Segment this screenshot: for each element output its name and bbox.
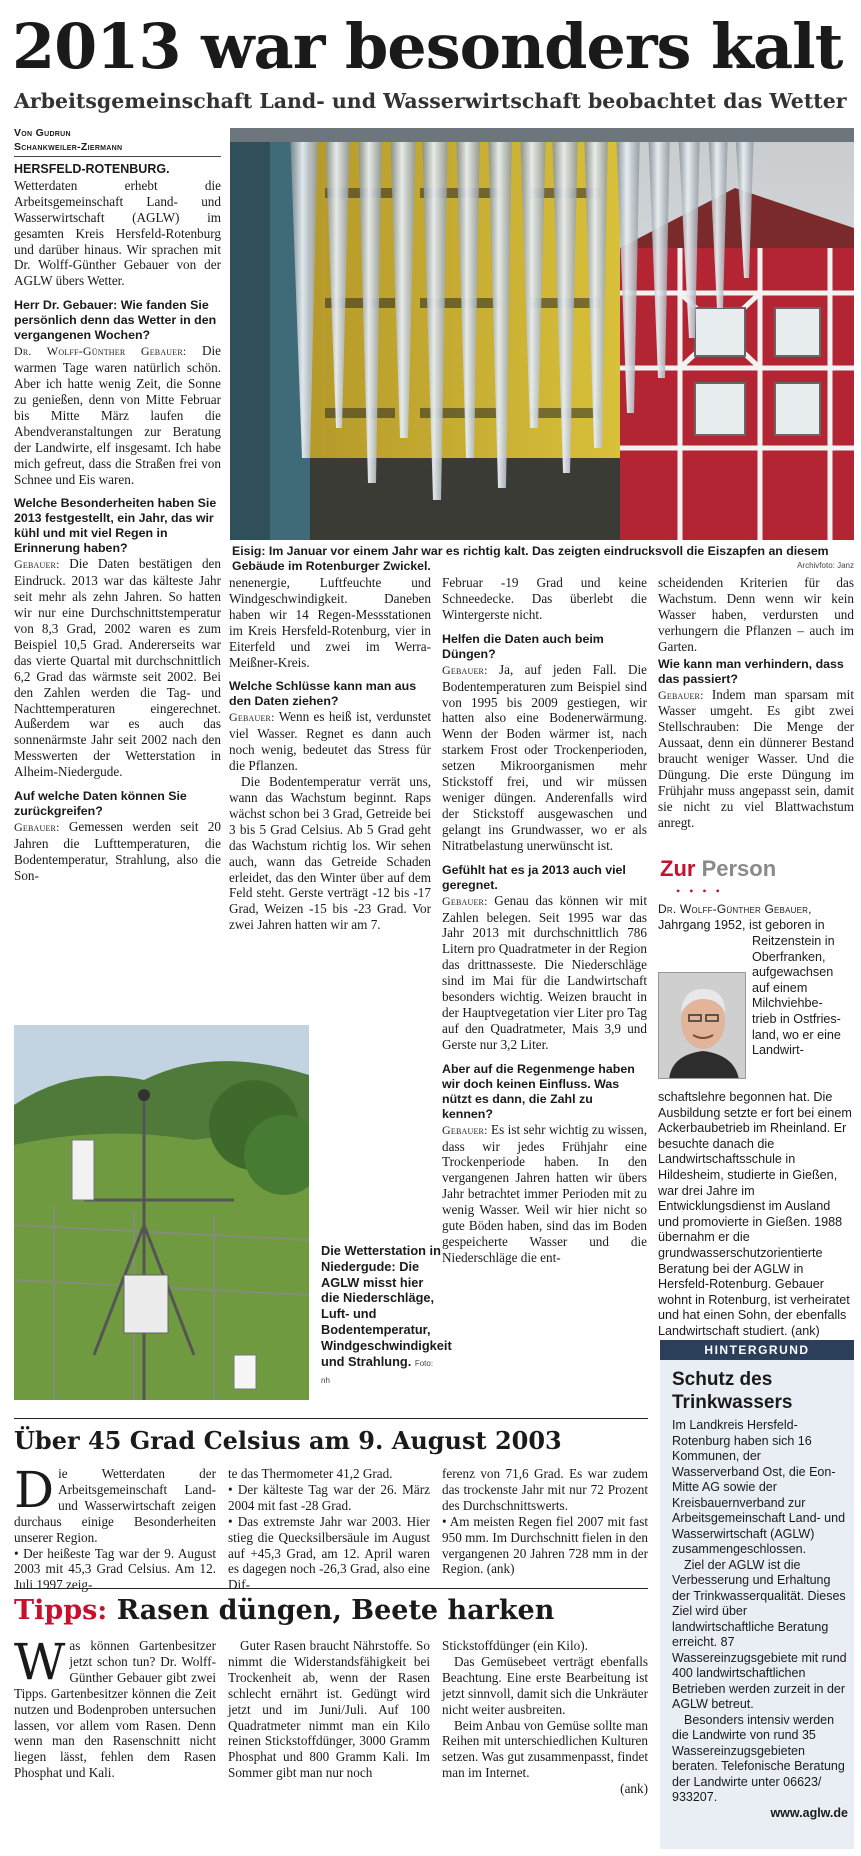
answer-3-continued: nenenergie, Luftfeuchte und Windgeschwindigkeit. Daneben haben wir 14 Regen-Messstationen im Kreis Hersfeld-Rotenburg, vier in Eiterfeld und zwei im Werra-Meißner-Kreis. <box>229 575 431 670</box>
dateline: HERSFELD-ROTENBURG. <box>14 162 170 176</box>
person-text-line: aufgewachsen <box>752 965 834 980</box>
answer-4: Wenn es heiß ist, verdunstet viel Wasser. Regnet es dann auch noch wenig, bedeutet das Stress für die Pflanzen. <box>229 709 431 774</box>
background-paragraph: Besonders intensiv werden die Landwirte von rund 35 Wassereinzugsgebieten beraten. Telefonische Beratung der Landwirte unter 06623/ 933207. <box>672 1712 845 1804</box>
speaker: Gebauer: <box>442 1122 488 1137</box>
byline <box>14 126 224 154</box>
station-caption <box>321 1243 452 1389</box>
answer-6: Genau das können wir mit Zahlen belegen. Seit 1995 war das Jahr 2013 mit durchschnittlich 786 Litern pro Quadratmeter in der Region das drittnasseste. Die Niederschläge sind im Mai für die Landwirtschaft besonders wichtig. Weizen braucht in der Hauptvegetation vier Liter pro Tag auf den Quadratmeter, Mais 3,9 und Gerste nur 3,2 Liter. <box>442 892 648 1052</box>
intro-text: Wetterdaten erhebt die Arbeitsgemeinschaft Land- und Wasserwirtschaft (AGLW) im gesamten Kreis Hersfeld-Rotenburg und darüber hinaus. Wir sprachen mit Dr. Wolff-Günther Gebauer von der AGLW übers Wetter. <box>14 177 221 289</box>
question-8: Wie kann man verhindern, dass das passiert? <box>658 656 844 686</box>
section-heading-tips <box>14 1594 648 1628</box>
answer-5: Ja, auf jeden Fall. Die Bodentemperaturen zum Beispiel sind von 1995 bis 2009 gestiegen, wir hatten also eine Bodenerwärmung. Wenn der Boden wärmer ist, nach starkem Frost oder Trockenperioden, setzen Mikroorganismen mehr Stickstoff frei, und wir müssen weniger düngen. Anderenfalls wird der Stickstoff ausgewaschen und gelangt ins Grundwasser, wo er als Nitratbelastung unerwünscht ist. <box>442 661 647 853</box>
zur-person-text-top <box>658 902 854 933</box>
person-text-line: auf einem <box>752 980 808 995</box>
person-text-line: Landwirt- <box>752 1043 804 1058</box>
section2-column-3 <box>442 1466 648 1577</box>
person-text-line: Oberfranken, <box>752 949 826 964</box>
background-box-title: Schutz des Trinkwassers <box>672 1369 793 1413</box>
subheadline: Arbeitsgemeinschaft Land- und Wasserwirtschaft beobachtet das Wetter <box>14 89 847 113</box>
speaker: Gebauer: <box>14 820 60 835</box>
person-text-top: Jahrgang 1952, ist geboren in <box>658 917 825 932</box>
answer-2: Die Daten bestätigen den Eindruck. 2013 war das kälteste Jahr seit mehr als zehn Jahren. So hatten wir nur eine Durchschnittstemperatur von 8,3 Grad, 2002 waren es zum Beispiel 10,5 Grad. Andererseits war das vierte Quartal mit durchschnittlich 6,2 Grad das wärmste seit 2002. Bei den Zahlen werden die Tag- und Nachttemperaturen eingerechnet. Außerdem war es auch das sonnenärmste Jahr seit 2002 nach den Messwerten der Wetterstation in Alheim-Niedergude. <box>14 556 221 780</box>
speaker: Gebauer: <box>229 710 275 725</box>
section3-text: as können Gartenbesitzer jetzt schon tun? Dr. Wolff-Günther Gebauer gibt zwei Tipps. Gartenbesitzer können die Zeit nutzen und Bodenproben untersuchen lassen, vor allem vom Rasen. Denn wenn man den Rasenschnitt nicht liegen lässt, fehlen dem Rasen Phosphat und Kali. <box>14 1638 216 1781</box>
person-text-line: Milchviehbe- <box>752 996 823 1011</box>
question-3: Auf welche Daten können Sie zurückgreifen? <box>14 789 187 819</box>
question-5: Helfen die Daten auch beim Düngen? <box>442 631 604 661</box>
person-text-rest: schaftslehre begonnen hat. Die Ausbildung setzte er fort bei einem Ackerbaubetrieb im Rheinland. Er besuchte danach die Landwirtschaftsschule in Hildesheim, studierte in Gießen, war drei Jahre im Entwicklungsdienst im Ausland und promovierte in Gießen. 1988 übernahm er die grundwasserschutzorientierte Beratung bei der AGLW in Hersfeld-Rotenburg. Gebauer wohnt in Rotenburg, ist verheiratet und hat einen Sohn, der ebenfalls Landwirtschaft studiert. (ank) <box>658 1090 852 1338</box>
headline: 2013 war besonders kalt <box>12 10 843 83</box>
zur-person-label-b: Person <box>701 856 777 881</box>
drop-cap: D <box>14 1461 55 1519</box>
answer-7-continued: scheidenden Kriterien für das Wachstum. Denn wenn wir kein Wasser haben, verdursten und verhungern die Pflanzen – auch im Garten. <box>658 575 854 654</box>
question-6: Gefühlt hat es ja 2013 auch viel geregnet. <box>442 862 626 892</box>
question-1: Herr Dr. Gebauer: Wie fanden Sie persönlich denn das Wetter in den vergangenen Wochen? <box>14 298 217 343</box>
section2-text: ie Wetterdaten der Arbeitsgemeinschaft Land- und Wasserwirtschaft zeigen durchaus einige Besonderheiten unserer Region. <box>14 1466 216 1545</box>
section2-bullet: • Der heißeste Tag war der 9. August 2003 mit 45,3 Grad Celsius. Am 12. Juli 1997 zeig- <box>14 1545 216 1593</box>
byline-line-1: Von Gudrun <box>14 127 71 139</box>
person-text-line: land, wo er eine <box>752 1027 841 1042</box>
answer-1: Die warmen Tage waren natürlich schön. Aber ich hatte wenig Zeit, die Sonne zu genießen, denn von Mitte Februar bis Mitte März laufen die Abendveranstaltungen zur Beratung der Landwirte, elf insgesamt. Ich habe mich gefreut, dass die Straßen frei von Schnee und Eis waren. <box>14 343 222 487</box>
section2-column-2 <box>228 1466 430 1593</box>
background-paragraph: Ziel der AGLW ist die Verbesserung und Erhaltung der Trinkwasserqualität. Dieses Ziel wird über landwirtschaftliche Beratung erreicht. 87 Wassereinzugsgebiete mit rund 400 landwirtschaftlichen Betrieben werden zurzeit in der AGLW betreut. <box>672 1557 847 1711</box>
section2-text: ferenz von 71,6 Grad. Es war zudem das trockenste Jahr mit nur 72 Prozent des Durchschnittswerts. <box>442 1466 648 1513</box>
tips-heading: Rasen düngen, Beete harken <box>116 1595 555 1626</box>
background-box-text <box>672 1418 848 1821</box>
section3-column-2 <box>228 1638 430 1781</box>
section3-author: (ank) <box>620 1781 648 1797</box>
question-4: Welche Schlüsse kann man aus den Daten ziehen? <box>229 679 417 709</box>
decorative-dots: •••• <box>676 884 729 898</box>
person-name: Dr. Wolff-Günther Gebauer, <box>658 902 812 916</box>
person-text-line: trieb in Ostfries- <box>752 1011 841 1026</box>
article-column-3 <box>442 575 647 1266</box>
zur-person-label <box>660 856 776 882</box>
speaker: Gebauer: <box>442 893 488 908</box>
portrait-photo <box>658 972 746 1079</box>
article-column-1 <box>14 161 221 884</box>
zur-person-text-beside <box>752 934 856 1059</box>
speaker: Dr. Wolff-Günther Gebauer: <box>14 344 187 359</box>
section3-text: Guter Rasen braucht Nährstoffe. So nimmt die Widerstandsfähigkeit bei Trockenheit ab, wenn der Rasen schlecht ernährt ist. Gedüngt wird jetzt und im Juni/Juli. Auf 100 Quadratmeter nimmt man ein Kilo reinen Stickstoffdünger, 3000 Gramm Phosphat und 800 Gramm Kali. Im Sommer gibt man nur noch <box>228 1638 430 1781</box>
station-credit: Foto: nh <box>321 1358 434 1386</box>
section2-bullet: • Das extremste Jahr war 2003. Hier stieg die Quecksilbersäule im August auf +45,3 Grad, am 12. April waren es dagegen noch -26,3 Grad, also eine Dif- <box>228 1513 430 1593</box>
byline-rule <box>14 156 221 157</box>
article-column-2 <box>229 575 431 933</box>
byline-line-2: Schankweiler-Ziermann <box>14 141 123 153</box>
article-column-4 <box>658 575 854 831</box>
drop-cap: W <box>14 1633 66 1691</box>
section-divider <box>14 1418 648 1419</box>
person-text-line: Reitzenstein in <box>752 934 835 948</box>
zur-person-text-rest <box>658 1090 854 1340</box>
answer-4b: Die Bodentemperatur verrät uns, wann das Wachstum beginnt. Raps wächst schon bei 3 Grad, Getreide bei 3 bis 5 Grad Celsius. Ab 5 Grad geht das Wachstum richtig los. Wir sehen auch, wann das Getreide Schaden erleidet, das den Winter über auf dem Feld steht. Gerste verträgt -12 bis -17 Grad, Weizen -15 bis -23 Grad. Vor zwei Jahren hatten wir am 7. <box>229 774 431 933</box>
answer-7: Es ist sehr wichtig zu wissen, dass wir jedes Frühjahr eine Trockenperiode haben. In den vergangenen Jahren hatten wir übers Jahr betrachtet immer Perioden mit zu wenig Wasser. Weil wir hier nicht so gute Böden haben, sind das im Boden gespeicherte Wasser und die Niederschläge die ent- <box>442 1121 647 1265</box>
zur-person-label-a: Zur <box>660 856 696 881</box>
speaker: Gebauer: <box>14 557 60 572</box>
section2-bullet: • Der kälteste Tag war der 26. März 2004 mit fast -28 Grad. <box>228 1481 430 1513</box>
website-link[interactable]: www.aglw.de <box>770 1805 848 1820</box>
section-heading-temperatures: Über 45 Grad Celsius am 9. August 2003 <box>14 1426 562 1455</box>
background-paragraph: Im Landkreis Hersfeld-Rotenburg haben sich 16 Kommunen, der Wasserverband Ost, die Eon-Mitte AG sowie der Kreisbauernverband zur Arbeitsgemeinschaft Land- und Wasserwirtschaft (AGLW) zusammengeschlossen. <box>672 1418 846 1556</box>
question-2: Welche Besonderheiten haben Sie 2013 festgestellt, ein Jahr, das wir kühl und mit viel Regen in Erinnerung haben? <box>14 496 217 556</box>
photo-credit: Archivfoto: Janz <box>797 561 854 570</box>
section3-column-3 <box>442 1638 648 1797</box>
tips-label: Tipps: <box>14 1595 108 1626</box>
section3-text: Stickstoffdünger (ein Kilo). <box>442 1638 588 1653</box>
section3-text: Das Gemüsebeet verträgt ebenfalls Beachtung. Eine erste Bearbeitung ist jetzt sinnvoll, damit sich die Unkräuter nicht weiter ausbreiten. <box>442 1653 648 1717</box>
station-caption-text: Die Wetterstation in Niedergude: Die AGLW misst hier die Niederschläge, Luft- und Bodentemperatur, Windgeschwindigkeit und Strahlung. <box>321 1243 452 1369</box>
section3-text: Beim Anbau von Gemüse sollte man Reihen mit unterschiedlichen Kulturen setzen. Was gut zusammenpasst, findet man im Internet. <box>442 1717 648 1781</box>
section-divider <box>14 1588 648 1589</box>
section3-column-1 <box>14 1633 216 1781</box>
answer-8: Indem man sparsam mit Wasser umgeht. Es gibt zwei Stellschrauben: Die Menge der Aussaat, denn ein dünnerer Bestand braucht weniger Wasser. Und die Düngung. Die erste Düngung im Frühjahr muss angepasst sein, damit sie nicht zu viel Blattwachstum anregt. <box>658 686 854 830</box>
section2-column-1 <box>14 1461 216 1593</box>
background-box-label: HINTERGRUND <box>660 1340 854 1360</box>
speaker: Gebauer: <box>442 662 488 677</box>
speaker: Gebauer: <box>658 687 704 702</box>
weather-station-photo <box>14 1025 309 1400</box>
section2-text: te das Thermometer 41,2 Grad. <box>228 1466 393 1481</box>
photo-caption: Eisig: Im Januar vor einem Jahr war es richtig kalt. Das zeigten eindrucksvoll die Eiszapfen an diesem Gebäude im Rotenburger Zwickel. <box>232 544 829 573</box>
answer-3: Gemessen werden seit 20 Jahren die Lufttemperaturen, die Bodentemperatur, Strahlung, also die Son- <box>14 819 221 883</box>
icicle-photo <box>230 128 854 540</box>
section2-bullet: • Am meisten Regen fiel 2007 mit fast 950 mm. Im Durchschnitt fielen in den vergangenen 20 Jahren 728 mm in der Region. (ank) <box>442 1513 648 1577</box>
question-7: Aber auf die Regenmenge haben wir doch keinen Einfluss. Was nützt es dann, die Zahl zu kennen? <box>442 1061 635 1121</box>
answer-4-continued: Februar -19 Grad und keine Schneedecke. Das überlebt die Wintergerste nicht. <box>442 575 647 622</box>
